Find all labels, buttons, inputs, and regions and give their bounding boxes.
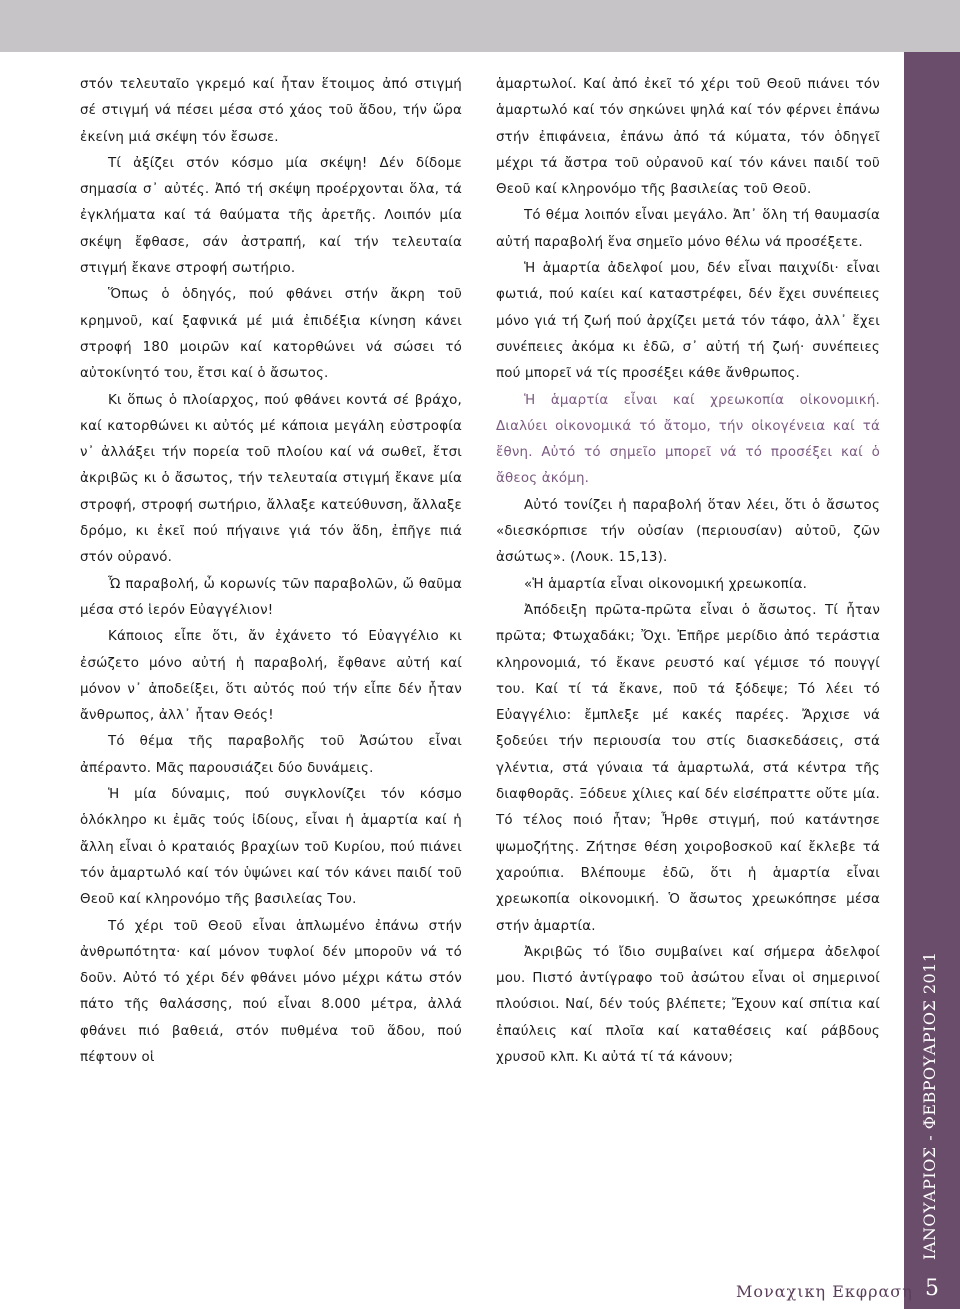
paragraph: στόν τελευταῖο γκρεμό καί ἦταν ἕτοιμος ἀπό στιγμή σέ στιγμή νά πέσει μέσα στό χάος τοῦ ἅδου, τήν ὥρα ἐκείνη μιά σκέψη τόν ἔσωσε. bbox=[80, 77, 462, 145]
issue-date-label: ΙΑΝΟΥΑΡΙΟΣ - ΦΕΒΡΟΥΑΡΙΟΣ 2011 bbox=[920, 951, 939, 1260]
magazine-title: Μοναχικη Εκφραση bbox=[736, 1282, 913, 1301]
paragraph: Κάποιος εἶπε ὅτι, ἄν ἐχάνετο τό Εὐαγγέλιο κι ἐσώζετο μόνο αὐτή ἡ παραβολή, ἔφθανε αὐτή καί μόνον ν᾽ ἀποδείξει, ὅτι αὐτός πού τήν εἶπε δέν ἦταν ἄνθρωπος, ἀλλ᾽ ἦταν Θεός! bbox=[80, 629, 462, 724]
highlighted-paragraph: Ἡ ἁμαρτία εἶναι καί χρεωκοπία οἰκονομική. Διαλύει οἰκονομικά τό ἄτομο, τήν οἰκογένεια καί τά ἔθνη. Αὐτό τό σημεῖο μπορεῖ νά τό προσέξει καί ὁ ἄθεος ἀκόμη. bbox=[496, 392, 880, 487]
paragraph: Τί ἀξίζει στόν κόσμο μία σκέψη! Δέν δίδομε σημασία σ᾽ αὐτές. Ἀπό τή σκέψη προέρχονται ὅλα, τά ἐγκλήματα καί τά θαύματα τῆς ἀρετῆς. Λοιπόν μία σκέψη ἔφθασε, σάν ἀστραπή, καί τήν τελευταία στιγμή ἔκανε στροφή σωτήριο. bbox=[80, 155, 462, 277]
paragraph: Τό θέμα τῆς παραβολῆς τοῦ Ἀσώτου εἶναι ἀπέραντο. Μᾶς παρουσιάζει δύο δυνάμεις. bbox=[80, 734, 462, 776]
page-number: 5 bbox=[925, 1276, 939, 1301]
paragraph: Ἀπόδειξη πρῶτα-πρῶτα εἶναι ὁ ἄσωτος. Τί ἦταν πρῶτα; Φτωχαδάκι; Ὄχι. Ἐπῆρε μερίδιο ἀπό τεράστια κληρονομιά, τό ἔκανε ρευστό καί γέμισε τό πουγγί του. Καί τί τά ἔκανε, ποῦ τά ξόδεψε; Τό λέει τό Εὐαγγέλιο: ἔμπλεξε μέ κακές παρέες. Ἄρχισε νά ξοδεύει τήν περιουσία του στίς διασκεδάσεις, στά γλέντια, στά γύναια τά ἁμαρτωλά, στά κέντρα τῆς διαφθορᾶς. Ξόδευε χίλιες καί δέν εἰσέπραττε οὔτε μία. Τό τέλος ποιό ἦταν; Ἦρθε στιγμή, πού κατάντησε ψωμοζήτης. Ζήτησε θέση χοιροβοσκοῦ καί ἔκλεβε τά χαρούπια. Βλέπουμε ἐδῶ, ὅτι ἡ ἁμαρτία εἶναι χρεωκοπία οἰκονομική. Ὁ ἄσωτος χρεωκόπησε μέσα στήν ἁμαρτία. bbox=[496, 602, 880, 934]
paragraph: Ὅπως ὁ ὁδηγός, πού φθάνει στήν ἄκρη τοῦ κρημνοῦ, καί ξαφνικά μέ μιά ἐπιδέξια κίνηση κάνει στροφή 180 μοιρῶν καί κατορθώνει νά σώσει τό αὐτοκίνητό του, ἔτσι καί ὁ ἄσωτος. bbox=[80, 287, 462, 382]
header-band bbox=[0, 0, 960, 52]
paragraph: Αὐτό τονίζει ἡ παραβολή ὅταν λέει, ὅτι ὁ ἄσωτος «διεσκόρπισε τήν οὐσίαν (περιουσίαν) αὐτοῦ, ζῶν ἀσώτως». (Λουκ. 15,13). bbox=[496, 497, 880, 566]
paragraph: ἁμαρτωλοί. Καί ἀπό ἐκεῖ τό χέρι τοῦ Θεοῦ πιάνει τόν ἁμαρτωλό καί τόν σηκώνει ψηλά καί τόν φέρνει ἐπάνω στήν ἐπιφάνεια, ἐπάνω ἀπό τά κύματα, τόν ὁδηγεῖ μέχρι τά ἄστρα τοῦ οὐρανοῦ καί τόν κάνει παιδί τοῦ Θεοῦ καί κληρονόμο τῆς βασιλείας τοῦ Θεοῦ. bbox=[496, 77, 880, 198]
paragraph: «Ἡ ἁμαρτία εἶναι οἰκονομική χρεωκοπία. bbox=[524, 576, 808, 592]
paragraph: Τό θέμα λοιπόν εἶναι μεγάλο. Ἀπ᾽ ὅλη τή θαυμασία αὐτή παραβολή ἕνα σημεῖο μόνο θέλω νά προσέξετε. bbox=[496, 208, 880, 250]
paragraph: Ἡ μία δύναμις, πού συγκλονίζει τόν κόσμο ὁλόκληρο κι ἐμᾶς τούς ἰδίους, εἶναι ἡ ἁμαρτία καί ἡ ἄλλη εἶναι ὁ κραταιός βραχίων τοῦ Κυρίου, πού πιάνει τόν ἁμαρτωλό καί τόν ὑψώνει καί τόν κάνει παιδί τοῦ Θεοῦ καί κληρονόμο τῆς βασιλείας Του. bbox=[80, 787, 462, 908]
left-column bbox=[80, 72, 462, 1071]
right-column bbox=[496, 72, 880, 1071]
paragraph: Ἡ ἁμαρτία ἀδελφοί μου, δέν εἶναι παιχνίδι· εἶναι φωτιά, πού καίει καί καταστρέφει, δέν ἔχει συνέπειες μόνο γιά τή ζωή πού ἀρχίζει μετά τόν τάφο, ἀλλ᾽ ἔχει συνέπειες ἀκόμα κι ἐδῶ, σ᾽ αὐτή τή ζωή· συνέπειες πού μπορεῖ νά τίς προσέξει κάθε ἄνθρωπος. bbox=[496, 261, 880, 382]
paragraph: Κι ὅπως ὁ πλοίαρχος, πού φθάνει κοντά σέ βράχο, καί κατορθώνει κι αὐτός μέ κάποια μεγάλη εὐστροφία ν᾽ ἀλλάξει τήν πορεία τοῦ πλοίου καί νά σωθεῖ, ἔτσι ἀκριβῶς κι ὁ ἄσωτος, τήν τελευταία στιγμή ἔκανε μία στροφή, στροφή σωτήριο, ἄλλαξε κατεύθυνση, ἄλλαξε δρόμο, κι ἐκεῖ πού πήγαινε γιά τόν ἅδη, ἐπῆγε πιά στόν οὐρανό. bbox=[80, 392, 462, 566]
paragraph: Ἀκριβῶς τό ἴδιο συμβαίνει καί σήμερα ἀδελφοί μου. Πιστό ἀντίγραφο τοῦ ἀσώτου εἶναι οἱ σημερινοί πλούσιοι. Ναί, δέν τούς βλέπετε; Ἔχουν καί σπίτια καί ἐπαύλεις καί πλοῖα καί καταθέσεις καί ράβδους χρυσοῦ κλπ. Κι αὐτά τί τά κάνουν; bbox=[496, 944, 880, 1065]
paragraph: Ὦ παραβολή, ὦ κορωνίς τῶν παραβολῶν, ὤ θαῦμα μέσα στό ἱερόν Εὐαγγέλιον! bbox=[80, 576, 462, 618]
paragraph: Τό χέρι τοῦ Θεοῦ εἶναι ἁπλωμένο ἐπάνω στήν ἀνθρωπότητα· καί μόνον τυφλοί δέν μποροῦν νά τό δοῦν. Αὐτό τό χέρι δέν φθάνει μόνο μέχρι κάτω στόν πάτο τῆς θαλάσσης, πού εἶναι 8.000 μέτρα, ἀλλά φθάνει πιό βαθειά, στόν πυθμένα τοῦ ἅδου, πού πέφτουν οἱ bbox=[80, 918, 462, 1065]
